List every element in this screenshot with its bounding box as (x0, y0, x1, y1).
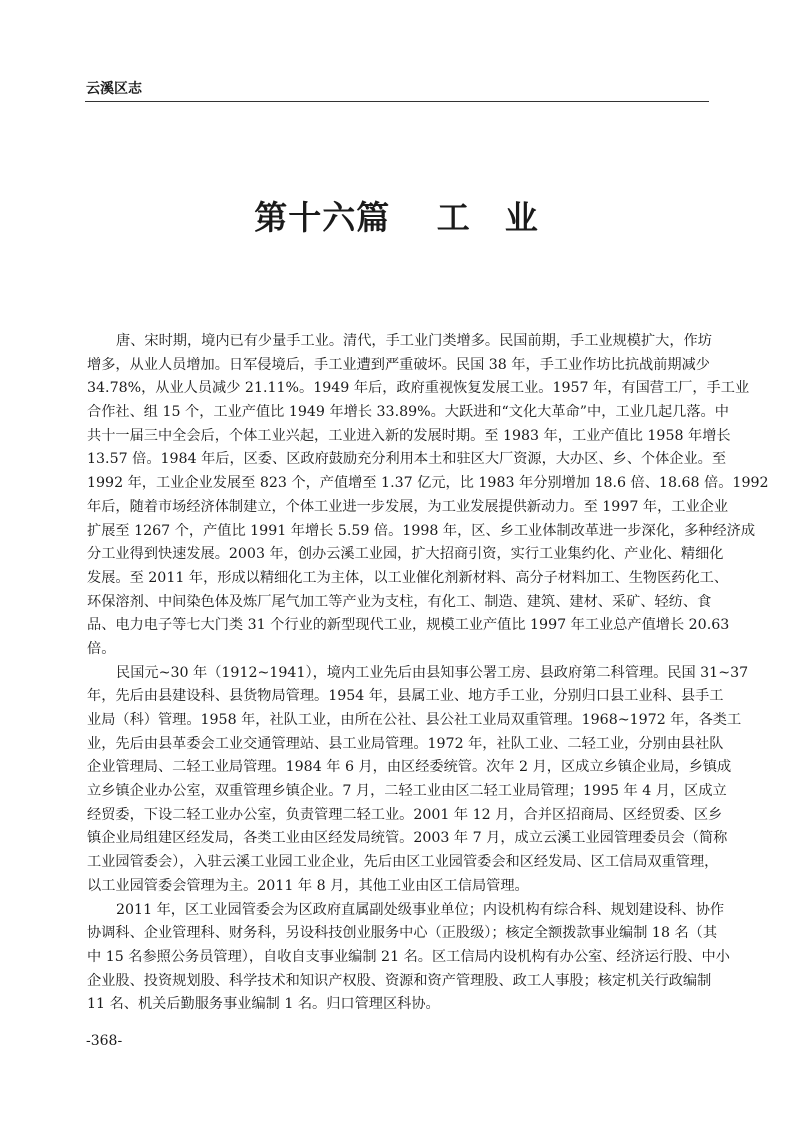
running-header-title: 云溪区志 (86, 81, 142, 97)
text-line: 倍。 (87, 640, 116, 657)
text-line: 协调科、企业管理科、财务科，另设科技创业服务中心（正股级）；核定全额拨款事业编制 18 名（其 (87, 925, 718, 942)
page-number: -368- (86, 1033, 123, 1049)
text-line: 品、电力电子等七大门类 31 个行业的新型现代工业，规模工业产值比 1997 年工业总产值增长 20.63 (87, 617, 730, 634)
text-line: 1992 年，工业企业发展至 823 个，产值增至 1.37 亿元，比 1983 年分别增加 18.6 倍、18.68 倍。1992 (87, 475, 769, 492)
paragraph (87, 899, 730, 1017)
header-rule (85, 101, 709, 102)
text-line: 34.78%，从业人员减少 21.11%。1949 年后，政府重视恢复发展工业。1957 年，有国营工厂，手工业 (87, 380, 750, 397)
text-line: 经贸委，下设二轻工业办公室，负责管理二轻工业。2001 年 12 月，合并区招商局、区经贸委、区乡 (87, 806, 723, 823)
paragraph (87, 330, 769, 662)
text-line: 扩展至 1267 个，产值比 1991 年增长 5.59 倍。1998 年，区、乡工业体制改革进一步深化，多种经济成 (87, 522, 756, 539)
text-line: 民国元~30 年（1912~1941），境内工业先后由县知事公署工房、县政府第二科管理。民国 31~37 (116, 664, 749, 681)
text-line: 分工业得到快速发展。2003 年，创办云溪工业园，扩大招商引资，实行工业集约化、产业化、精细化 (87, 546, 724, 563)
text-line: 年，先后由县建设科、县货物局管理。1954 年，县属工业、地方手工业，分别归口县工业科、县手工 (87, 688, 724, 705)
text-line: 13.57 倍。1984 年后，区委、区政府鼓励充分利用本土和驻区大厂资源，大办区、乡、个体企业。至 (87, 451, 727, 468)
text-line: 合作社、组 15 个，工业产值比 1949 年增长 33.89%。大跃进和“文化大革命”中，工业几起几落。中 (87, 404, 729, 421)
text-line: 立乡镇企业办公室，双重管理乡镇企业。7 月，二轻工业由区二轻工业局管理；1995 年 4 月，区成立 (87, 783, 727, 800)
text-line: 共十一届三中全会后，个体工业兴起，工业进入新的发展时期。至 1983 年，工业产值比 1958 年增长 (87, 427, 731, 444)
text-line: 企业管理局、二轻工业局管理。1984 年 6 月，由区经委统管。次年 2 月，区成立乡镇企业局，乡镇成 (87, 759, 732, 776)
text-line: 2011 年，区工业园管委会为区政府直属副处级事业单位；内设机构有综合科、规划建设科、协作 (116, 901, 725, 918)
paragraph (87, 662, 749, 899)
text-line: 业，先后由县革委会工业交通管理站、县工业局管理。1972 年，社队工业、二轻工业，分别由县社队 (87, 735, 724, 752)
body-text (87, 330, 769, 1017)
text-line: 11 名、机关后勤服务事业编制 1 名。归口管理区科协。 (87, 996, 440, 1013)
text-line: 企业股、投资规划股、科学技术和知识产权股、资源和资产管理股、政工人事股；核定机关行政编制 (87, 972, 712, 989)
text-line: 业局（科）管理。1958 年，社队工业，由所在公社、县公社工业局双重管理。1968~1972 年，各类工 (87, 712, 742, 728)
text-line: 增多，从业人员增加。日军侵境后，手工业遭到严重破坏。民国 38 年，手工业作坊比抗战前期减少 (87, 356, 710, 373)
text-line: 以工业园管委会管理为主。2011 年 8 月，其他工业由区工信局管理。 (87, 877, 529, 894)
text-line: 工业园管委会），入驻云溪工业园工业企业，先后由区工业园管委会和区经发局、区工信局双重管理， (87, 854, 719, 871)
text-line: 镇企业局组建区经发局，各类工业由区经发局统管。2003 年 7 月，成立云溪工业园管理委员会（简称 (87, 830, 728, 847)
text-line: 中 15 名参照公务员管理），自收自支事业编制 21 名。区工信局内设机构有办公室、经济运行股、中小 (87, 948, 730, 965)
text-line: 唐、宋时期，境内已有少量手工业。清代，手工业门类增多。民国前期，手工业规模扩大，作坊 (116, 333, 712, 349)
text-line: 环保溶剂、中间染色体及炼厂尾气加工等产业为支柱，有化工、制造、建筑、建材、采矿、轻纺、食 (87, 593, 712, 610)
text-line: 年后，随着市场经济体制建立，个体工业进一步发展，为工业发展提供新动力。至 1997 年，工业企业 (87, 498, 729, 515)
text-line: 发展。至 2011 年，形成以精细化工为主体，以工业催化剂新材料、高分子材料加工、生物医药化工、 (87, 569, 729, 586)
chapter-title: 第十六篇 工 业 (254, 198, 539, 237)
